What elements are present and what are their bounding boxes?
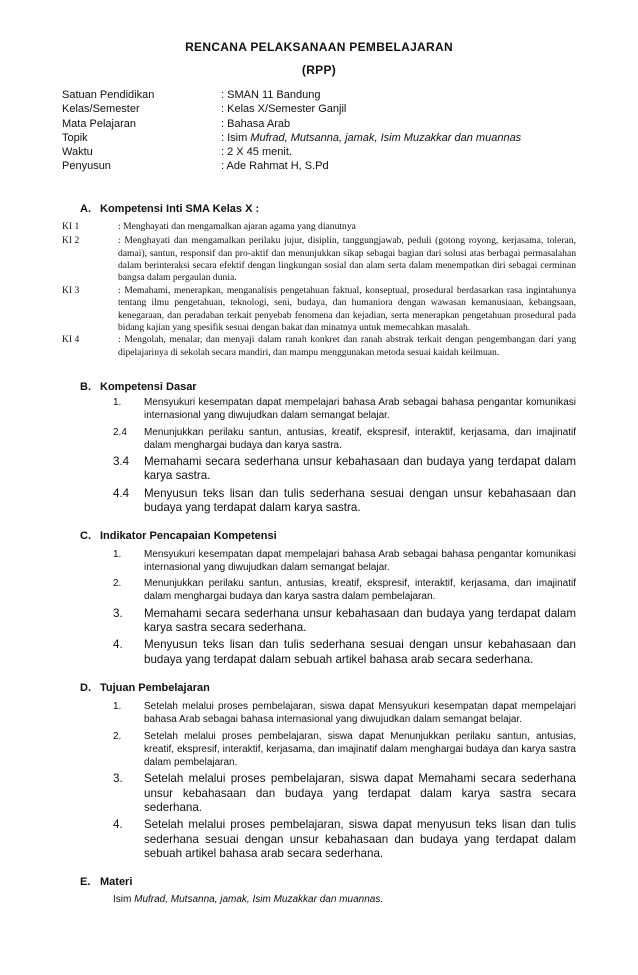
section-letter: D. xyxy=(80,682,91,695)
objective-list xyxy=(113,700,576,861)
item-text: Menunjukkan perilaku santun, antusias, kreatif, ekspresif, interaktif, kerjasama, dan imajinatif dalam menghargai budaya dan karya sastra. xyxy=(144,426,576,451)
list-item xyxy=(113,455,576,484)
meta-label: Topik xyxy=(62,131,88,144)
topic-prefix: : Isim xyxy=(221,131,251,144)
item-text: Setelah melalui proses pembelajaran, siswa dapat menyusun teks lisan dan tulis sederhana sesuai dengan unsur kebahasaan dan budaya yang terdapat dalam sebuah artikel bahasa arab secara sederhana. xyxy=(144,818,576,861)
topic-italic: Mufrad, Mutsanna, jamak, Isim Muzakkar dan muannas xyxy=(250,131,522,144)
document-subtitle: (RPP) xyxy=(301,63,337,77)
meta-label: Satuan Pendidikan xyxy=(62,89,155,101)
meta-row xyxy=(62,159,576,173)
item-text: Setelah melalui proses pembelajaran, siswa dapat Mensyukuri kesempatan dapat mempelajari bahasa Arab sebagai bahasa internasional yang diwujudkan dalam semangat belajar. xyxy=(144,701,576,726)
ki-label: KI 2 xyxy=(62,235,80,247)
meta-value: : Bahasa Arab xyxy=(221,117,291,130)
item-text: Menyusun teks lisan dan tulis sederhana sesuai dengan unsur kebahasaan dan budaya yang terdapat dalam sebuah artikel bahasa arab secara sederhana. xyxy=(144,638,576,666)
item-number: 4. xyxy=(113,818,123,832)
ki-label: KI 4 xyxy=(62,334,80,346)
meta-label: Mata Pelajaran xyxy=(62,117,136,130)
kd-list xyxy=(113,396,576,515)
section-b-heading xyxy=(80,381,576,393)
ki-text: : Memahami, menerapkan, menganalisis pengetahuan faktual, konseptual, prosedural berdasarkan rasa ingintahunya tentang ilmu pengetahuan, teknologi, seni, budaya, dan humaniora dengan wawasan kemanusiaan, kebangsaan, kenegaraan, dan peradaban terkait penyebab fenomena dan kejadian, serta menerapkan pengetahuan prosedural pada bidang kajian yang spesifik sesuai dengan bakat dan minatnya untuk memecahkan masalah. xyxy=(118,284,576,334)
item-number: 2. xyxy=(113,578,122,590)
meta-value: : Ade Rahmat H, S.Pd xyxy=(221,160,329,173)
item-text: Setelah melalui proses pembelajaran, siswa dapat Menunjukkan perilaku santun, antusias, kreatif, ekspresif, interaktif, kerjasama, dan imajinatif dalam menghargai budaya dan karya sastra dalam pembelajaran. xyxy=(144,730,576,768)
ki-list xyxy=(62,221,576,359)
item-text: Memahami secara sederhana unsur kebahasaan dan budaya yang terdapat dalam karya sastra. xyxy=(144,455,576,483)
ki-label: KI 1 xyxy=(62,220,80,232)
section-e-heading xyxy=(80,876,576,888)
meta-label: Kelas/Semester xyxy=(62,103,140,116)
meta-row xyxy=(62,117,576,131)
identity-table xyxy=(62,88,576,174)
item-number: 1. xyxy=(113,548,122,560)
item-text: Menyusun teks lisan dan tulis sederhana sesuai dengan unsur kebahasaan dan budaya yang terdapat dalam karya sastra. xyxy=(144,486,576,515)
section-c-heading xyxy=(80,530,576,542)
section-title: Materi xyxy=(100,875,133,888)
indicator-list xyxy=(113,548,576,667)
list-item xyxy=(113,577,576,603)
meta-value: : Kelas X/Semester Ganjil xyxy=(221,103,347,116)
ki-text: : Menghayati dan mengamalkan ajaran agama yang dianutnya xyxy=(118,220,356,232)
section-letter: B. xyxy=(80,381,91,394)
item-text: Memahami secara sederhana unsur kebahasaan dan budaya yang terdapat dalam karya sastra secara sederhana. xyxy=(144,606,576,634)
item-number: 4.4 xyxy=(113,486,130,500)
list-item xyxy=(113,818,576,861)
meta-label: Waktu xyxy=(62,146,93,159)
ki-row xyxy=(62,221,576,233)
section-letter: E. xyxy=(80,875,91,888)
item-number: 3. xyxy=(113,606,123,620)
list-item xyxy=(113,487,576,516)
meta-row xyxy=(62,145,576,159)
item-number: 3. xyxy=(113,772,123,786)
item-text: Menunjukkan perilaku santun, antusias, kreatif, ekspresif, interaktif, kerjasama, dan imajinatif dalam menghargai budaya dan karya sastra dalam pembelajaran. xyxy=(144,578,576,603)
section-d-heading xyxy=(80,682,576,694)
list-item xyxy=(113,607,576,636)
materi-prefix: Isim xyxy=(113,893,135,905)
meta-row xyxy=(62,102,576,116)
item-number: 3.4 xyxy=(113,455,130,469)
section-a-heading xyxy=(80,203,576,215)
meta-row xyxy=(62,131,576,145)
item-text: Setelah melalui proses pembelajaran, siswa dapat Memahami secara sederhana unsur kebahasaan dan budaya yang terdapat dalam karya sastra secara sederhana. xyxy=(144,772,576,814)
item-number: 4. xyxy=(113,638,123,652)
list-item xyxy=(113,426,576,452)
materi-text xyxy=(113,894,576,905)
section-letter: C. xyxy=(80,529,91,542)
section-title: Kompetensi Inti SMA Kelas X : xyxy=(100,202,260,215)
section-title: Kompetensi Dasar xyxy=(100,381,197,394)
meta-value: : SMAN 11 Bandung xyxy=(221,89,321,101)
item-text: Mensyukuri kesempatan dapat mempelajari bahasa Arab sebagai bahasa pengantar komunikasi internasional yang diwujudkan dalam semangat belajar. xyxy=(144,548,576,573)
ki-row xyxy=(62,235,576,285)
meta-value xyxy=(221,131,576,145)
ki-text: : Mengolah, menalar, dan menyaji dalam ranah konkret dan ranah abstrak terkait dengan pengembangan dari yang dipelajarinya di sekolah secara mandiri, dan mampu menggunakan metoda sesuai kaidah keilmuan. xyxy=(118,334,576,358)
ki-text: : Menghayati dan mengamalkan perilaku jujur, disiplin, tanggungjawab, peduli (gotong royong, kerjasama, toleran, damai), santun, responsif dan pro-aktif dan menunjukkan sikap sebagai bagian dari solusi atas berbagai permasalahan dalam berinteraksi secara efektif dengan lingkungan sosial dan alam serta dalam menempatkan diri sebagai cerminan bangsa dalam pergaulan dunia. xyxy=(118,235,576,284)
item-number: 1. xyxy=(113,701,122,713)
materi-italic: Mufrad, Mutsanna, jamak, Isim Muzakkar dan muannas. xyxy=(134,893,384,905)
item-number: 1. xyxy=(113,397,122,409)
meta-label: Penyusun xyxy=(62,160,111,173)
list-item xyxy=(113,548,576,574)
ki-row xyxy=(62,334,576,359)
meta-value: : 2 X 45 menit. xyxy=(221,146,292,159)
item-number: 2. xyxy=(113,730,122,742)
list-item xyxy=(113,396,576,422)
section-title: Tujuan Pembelajaran xyxy=(100,682,210,695)
list-item xyxy=(113,772,576,815)
ki-label: KI 3 xyxy=(62,284,80,296)
item-number: 2.4 xyxy=(113,426,127,438)
section-letter: A. xyxy=(80,202,91,215)
list-item xyxy=(113,700,576,726)
meta-row xyxy=(62,88,576,102)
list-item xyxy=(113,730,576,770)
item-text: Mensyukuri kesempatan dapat mempelajari bahasa Arab sebagai bahasa pengantar komunikasi internasional yang diwujudkan dalam semangat belajar. xyxy=(144,397,576,422)
section-title: Indikator Pencapaian Kompetensi xyxy=(100,529,277,542)
ki-row xyxy=(62,285,576,335)
document-title: RENCANA PELAKSANAAN PEMBELAJARAN xyxy=(185,40,453,54)
list-item xyxy=(113,638,576,667)
